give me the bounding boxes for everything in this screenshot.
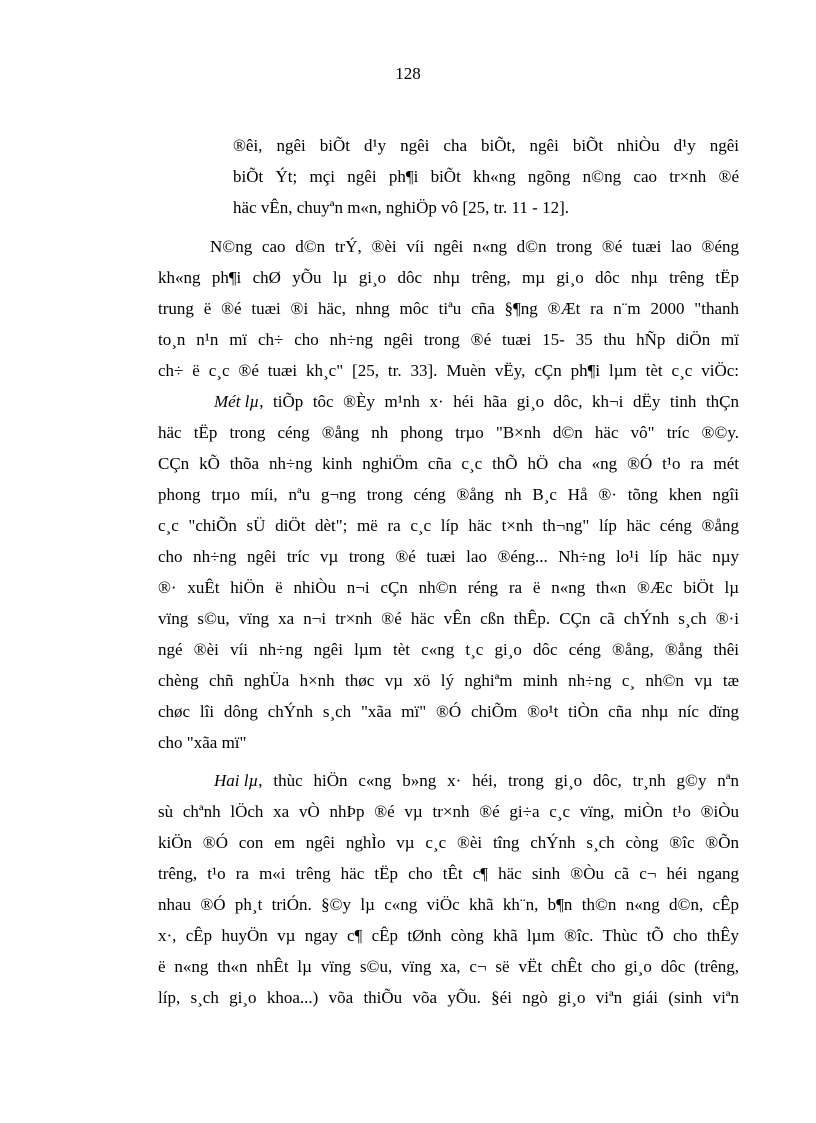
text-line: häc tËp trong céng ®ång nh phong trµo "B×nh d©n häc vô" tríc ®©y.	[158, 423, 739, 442]
text-line: ë n«ng th«n nhÊt lµ vïng s©u, vïng xa, c¬ së vËt chÊt cho gi¸o dôc (trêng,	[158, 957, 739, 976]
text-line: vïng s©u, vïng xa n¬i tr×nh ®é häc vÊn cßn thÊp. CÇn cã chÝnh s¸ch ®·i	[158, 609, 739, 628]
text-line: kh«ng ph¶i chØ yÕu lµ gi¸o dôc nhµ trêng, mµ gi¸o dôc nhµ trêng tËp	[158, 268, 739, 287]
text-line: trêng, t¹o ra m«i trêng häc tËp cho tÊt c¶ häc sinh ®Òu cã c¬ héi ngang	[158, 864, 739, 883]
text-line: chèng chñ nghÜa h×nh thøc vµ xö lý nghiªm minh nh÷ng c¸ nh©n vµ tæ	[158, 671, 739, 690]
text-line: kiÖn ®Ó con em ngêi nghÌo vµ c¸c ®èi tîng chÝnh s¸ch còng ®îc ®Õn	[158, 833, 739, 852]
text-line: N©ng cao d©n trÝ, ®èi víi ngêi n«ng d©n trong ®é tuæi lao ®éng	[210, 237, 739, 256]
text-line: chøc lîi dông chÝnh s¸ch "xãa mï" ®Ó chiÕm ®o¹t tiÒn cña nhµ níc dïng	[158, 702, 739, 721]
text-line: c¸c "chiÕn sÜ diÖt dèt"; më ra c¸c líp häc t×nh th¬ng" líp häc céng ®ång	[158, 516, 739, 535]
text-run: , thùc hiÖn c«ng b»ng x· héi, trong gi¸o dôc, tr¸nh g©y nªn	[258, 771, 739, 790]
quote-line: ®êi, ngêi biÕt d¹y ngêi cha biÕt, ngêi biÕt nhiÒu d¹y ngêi	[233, 136, 739, 155]
text-line: trung ë ®é tuæi ®i häc, nhng môc tiªu cña §¶ng ®Æt ra n¨m 2000 "thanh	[158, 299, 739, 318]
quote-line: biÕt Ýt; mçi ngêi ph¶i biÕt kh«ng ngõng n©ng cao tr×nh ®é	[233, 167, 739, 186]
text-line: ch÷ ë c¸c ®é tuæi kh¸c" [25, tr. 33]. Muèn vËy, cÇn ph¶i lµm tèt c¸c viÖc:	[158, 361, 739, 380]
text-line: cho "xãa mï"	[158, 733, 247, 752]
text-line: CÇn kÕ thõa nh÷ng kinh nghiÖm cña c¸c thÕ hÖ cha «ng ®Ó t¹o ra mét	[158, 454, 739, 473]
text-line: phong trµo míi, nªu g¬ng trong céng ®ång nh B¸c Hå ®· tõng khen ngîi	[158, 485, 739, 504]
text-line	[214, 392, 739, 412]
text-line: to¸n n¹n mï ch÷ cho nh÷ng ngêi trong ®é tuæi 15- 35 thu hÑp diÖn mï	[158, 330, 739, 349]
text-line: x·, cÊp huyÖn vµ ngay c¶ cÊp tØnh còng khã lµm ®îc. Thùc tÕ cho thÊy	[158, 926, 739, 945]
text-line: cho nh÷ng ngêi tríc vµ trong ®é tuæi lao ®éng... Nh÷ng lo¹i líp häc nµy	[158, 547, 739, 566]
text-line: ®· xuÊt hiÖn ë nhiÒu n¬i cÇn nh©n réng ra ë n«ng th«n ®Æc biÖt lµ	[158, 578, 739, 597]
lead-phrase: Mét lµ	[214, 392, 260, 411]
text-line	[214, 771, 739, 791]
page-number: 128	[395, 64, 421, 83]
text-line: líp, s¸ch gi¸o khoa...) võa thiÕu võa yÕu. §éi ngò gi¸o viªn giái (sinh viªn	[158, 988, 739, 1007]
text-line: sù chªnh lÖch xa vÒ nhÞp ®é vµ tr×nh ®é gi÷a c¸c vïng, miÒn t¹o ®iÒu	[158, 802, 739, 821]
lead-phrase: Hai lµ	[214, 771, 259, 790]
text-line: ngé ®èi víi nh÷ng ngêi lµm tèt c«ng t¸c gi¸o dôc céng ®ång, ®ång thêi	[158, 640, 739, 659]
quote-line: häc vÊn, chuyªn m«n, nghiÖp vô [25, tr. 11 - 12].	[233, 198, 569, 217]
text-run: , tiÕp tôc ®Èy m¹nh x· héi hãa gi¸o dôc, kh¬i dËy tinh thÇn	[259, 392, 739, 411]
text-line: nhau ®Ó ph¸t triÓn. §©y lµ c«ng viÖc khã kh¨n, b¶n th©n n«ng d©n, cÊp	[158, 895, 739, 914]
